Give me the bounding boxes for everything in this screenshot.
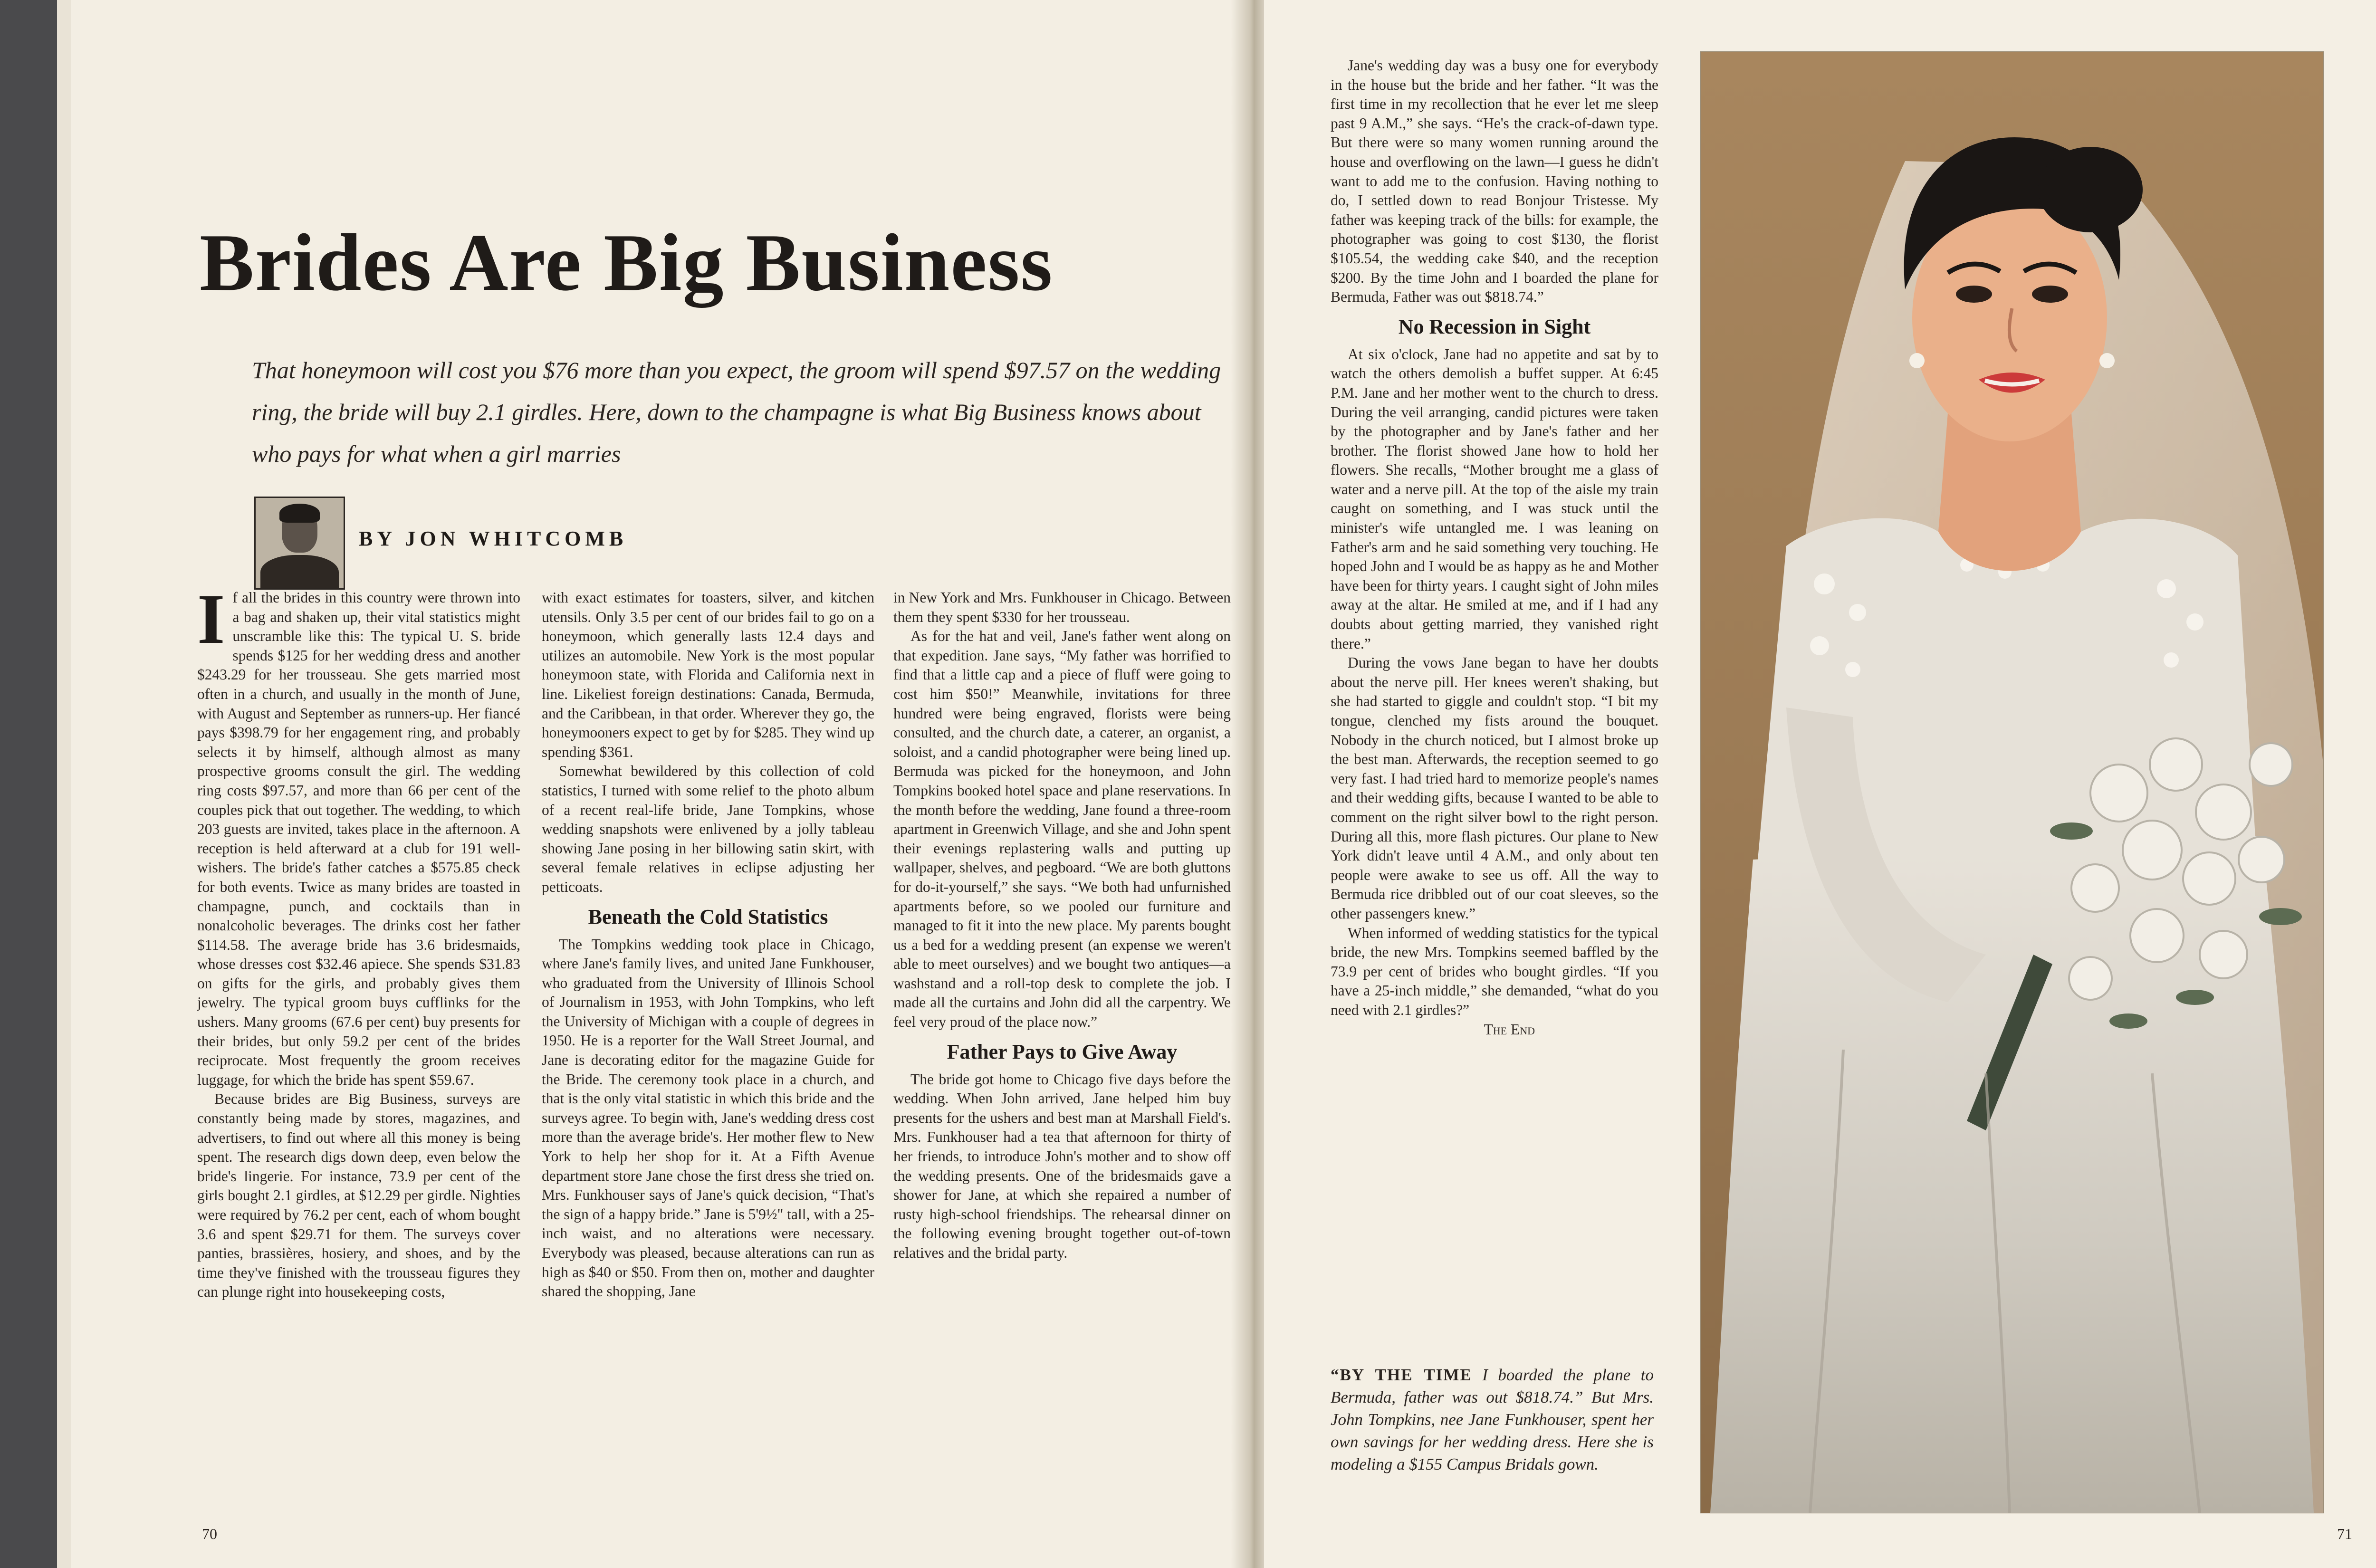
byline: BY JON WHITCOMB (359, 527, 628, 550)
paragraph: Because brides are Big Business, surveys are constantly being made by stores, magazines, and advertisers, to find out where all this money is being spent. The research digs down deep, even below the bride's lingerie. For instance, 73.9 per cent of the girls bought 2.1 girdles, at $12.29 per girdle. Nighties were required by 76.2 per cent, each of whom bought 3.6 and spent $29.71 for them. The surveys cover panties, brassières, hosiery, and shoes, and by the time they've finished with the trousseau figures they can plunge right into housekeeping costs, (197, 1090, 520, 1300)
paragraph: At six o'clock, Jane had no appetite and sat by to watch the others demolish a buffet supper. At 6:45 P.M. Jane and her mother went to the church to dress. During the veil arranging, candid pictures were taken by the photographer and by Jane's father and her brother. The florist showed Jane how to hold her flowers. She recalls, “Mother brought me a glass of water and a nerve pill. At the top of the aisle my train caught on something, and I was stuck until the minister's wife untangled me. I was leaning on Father's arm and he said something very touching. He hoped John and I would be as happy as he and Mother have been for thirty years. I caught sight of John miles away at the altar. He smiled at me, and if I had any doubts about getting married, they vanished right there.” (1331, 345, 1658, 652)
column-1 (197, 580, 520, 1302)
binding-edge (0, 0, 57, 1568)
subheading: Beneath the Cold Statistics (588, 905, 828, 928)
column-4 (1331, 56, 1658, 1039)
article-title: Brides Are Big Business (200, 218, 1054, 308)
page-number-right: 71 (2337, 1525, 2352, 1542)
paragraph: in New York and Mrs. Funkhouser in Chicago. Between them they spent $330 for her trousseau. (893, 589, 1231, 625)
column-3 (893, 588, 1231, 1263)
bride-illustration (1700, 51, 2324, 1513)
caption-lead: “BY THE TIME (1331, 1366, 1472, 1384)
paragraph (197, 580, 520, 1090)
bride-portrait-image (1701, 52, 2323, 1513)
photo-caption (1331, 1364, 1654, 1475)
column-2 (542, 588, 874, 1301)
paragraph: As for the hat and veil, Jane's father went along on that expedition. Jane says, “My father was horrified to find that a little cap and a piece of fluff were going to cost him $50!” Meanwhile, invitations for three hundred were being engraved, florists were being consulted, and the church date, a caterer, an organist, a soloist, and a candid photographer were being lined up. Bermuda was picked for the honeymoon, and John Tompkins booked hotel space and plane reservations. In the month before the wedding, Jane found a three-room apartment in Greenwich Village, and she and John spent their evenings replastering walls and putting up wallpaper, shelves, and pegboard. “We are both gluttons for do-it-yourself,” she says. “We both had unfurnished apartments before, so we pooled our furniture and managed to fit it into the new place. My parents bought us a bed for a wedding present (an expense we weren't able to meet ourselves) and we bought two antiques—a washstand and a roll-top desk to complete the job. I made all the curtains and John did all the carpentry. We feel very proud of the place now.” (893, 628, 1231, 1031)
author-photo (254, 497, 345, 590)
subheading: No Recession in Sight (1398, 315, 1591, 338)
paragraph: Somewhat bewildered by this collection of cold statistics, I turned with some relief to the photo album of a recent real-life bride, Jane Tompkins, whose wedding snapshots were enlivened by a jolly tableau showing Jane posing in her billowing satin skirt, with several female relatives in eclipse adjusting her petticoats. (542, 763, 874, 895)
subheading: Father Pays to Give Away (947, 1040, 1178, 1063)
page-number-left: 70 (202, 1525, 217, 1542)
end-mark: The End (1484, 1021, 1535, 1038)
paragraph: The Tompkins wedding took place in Chicago, where Jane's family lives, and united Jane Funkhouser, who graduated from the University of Illinois School of Journalism in 1953, with John Tompkins, who left the University of Michigan with a couple of degrees in 1950. He is a reporter for the Wall Street Journal, and Jane is decorating editor for the magazine Guide for the Bride. The ceremony took place in a church, and that is the only vital statistic in which this bride and the surveys agree. To begin with, Jane's wedding dress cost more than the average bride's. Her mother flew to New York to help her shop for it. At a Fifth Avenue department store Jane chose the first dress she tried on. Mrs. Funkhouser says of Jane's quick decision, “That's the sign of a happy bride.” Jane is 5'9½" tall, with a 25-inch waist, and no alterations were necessary. Everybody was pleased, because alterations can run as high as $40 or $50. From then on, mother and daughter shared the shopping, Jane (542, 936, 874, 1300)
paragraph-text: f all the brides in this country were thrown into a bag and shaken up, their vital statistics might unscramble like this: The typical U. S. bride spends $125 for her wedding dress and another $243.29 for her trousseau. She gets married most often in a church, and usually in the month of June, with August and September as runners-up. Her fiancé pays $398.79 for her engagement ring, and probably selects it by himself, although almost as many prospective grooms consult the girl. The wedding ring costs $97.57, and more than 66 per cent of the couples pick that out together. The wedding, to which 203 guests are invited, takes place in the afternoon. A reception is held afterward at a club for 191 well-wishers. The bride's father catches a $575.85 check for both events. Twice as many brides are toasted in champagne, punch, and cocktails than in nonalcoholic beverages. The drinks cost her father $114.58. The average bride has 3.6 bridesmaids, whose dresses cost $32.46 apiece. She spends $31.83 on gifts for the girls, and probably gives them jewelry. The typical groom buys cufflinks for the ushers. Many grooms (67.6 per cent) buy presents for their brides, but only 59.2 per cent of the brides reciprocate. Most frequently the groom receives luggage, for which the bride has spent $59.67. (197, 589, 520, 1088)
paragraph: During the vows Jane began to have her doubts about the nerve pill. Her knees weren't shaking, but she had started to giggle and couldn't stop. “I bit my tongue, clenched my fists around the bouquet. Nobody in the church noticed, but I almost broke up the best man. Afterwards, the reception seemed to go very fast. I had tried hard to memorize people's names and their wedding gifts, because I wanted to be able to comment on the right silver bowl to the right person. During all this, more flash pictures. Our plane to New York didn't leave until 4 A.M., and only about ten people were awake to see us off. All the way to Bermuda rice dribbled out of our coat sleeves, so the other passengers knew.” (1331, 654, 1658, 922)
paragraph: Jane's wedding day was a busy one for everybody in the house but the bride and her father. “It was the first time in my recollection that he ever let me sleep past 9 A.M.,” she says. “He's the crack-of-dawn type. But there were so many women running around the house and overflowing on the lawn—I guess he didn't want to add me to the confusion. Having nothing to do, I settled down to read Bonjour Tristesse. My father was keeping track of the bills: for example, the photographer was going to cost $130, the florist $105.54, the wedding cake $40, and the reception $200. By the time John and I boarded the plane for Bermuda, Father was out $818.74.” (1331, 57, 1658, 306)
paragraph: The bride got home to Chicago five days before the wedding. When John arrived, Jane helped him buy presents for the ushers and best man at Marshall Field's. Mrs. Funkhouser had a tea that afternoon for thirty of her friends, to introduce John's mother and to show off the wedding presents. One of the bridesmaids gave a shower for Jane, at which she repaired a number of rusty high-school friendships. The rehearsal dinner on the following evening brought together out-of-town relatives and the bridal party. (893, 1071, 1231, 1261)
paragraph: with exact estimates for toasters, silver, and kitchen utensils. Only 3.5 per cent of our brides fail to go on a honeymoon, which generally lasts 12.4 days and utilizes an automobile. New York is the most popular honeymoon state, with Florida and California next in line. Likeliest foreign destinations: Canada, Bermuda, and the Caribbean, in that order. Wherever they go, the honeymooners expect to get by for $285. They wind up spending $361. (542, 589, 874, 760)
drop-cap: I (197, 580, 225, 659)
paragraph: When informed of wedding statistics for the typical bride, the new Mrs. Tompkins seemed baffled by the 73.9 per cent of brides who bought girdles. “If you have a 25-inch middle,” she demanded, “what do you need with 2.1 girdles?” (1331, 924, 1658, 1018)
caption-text: I boarded the plane to Bermuda, father was out $818.74.” But Mrs. John Tompkins, nee Jane Funkhouser, spent her own savings for her wedding dress. Here she is modeling a $155 Campus Bridals gown. (1331, 1366, 1654, 1473)
article-dek: That honeymoon will cost you $76 more than you expect, the groom will spend $97.57 on the wedding ring, the bride will buy 2.1 girdles. Here, down to the champagne is what Big Business knows about who pays for what when a girl marries (252, 357, 1221, 467)
